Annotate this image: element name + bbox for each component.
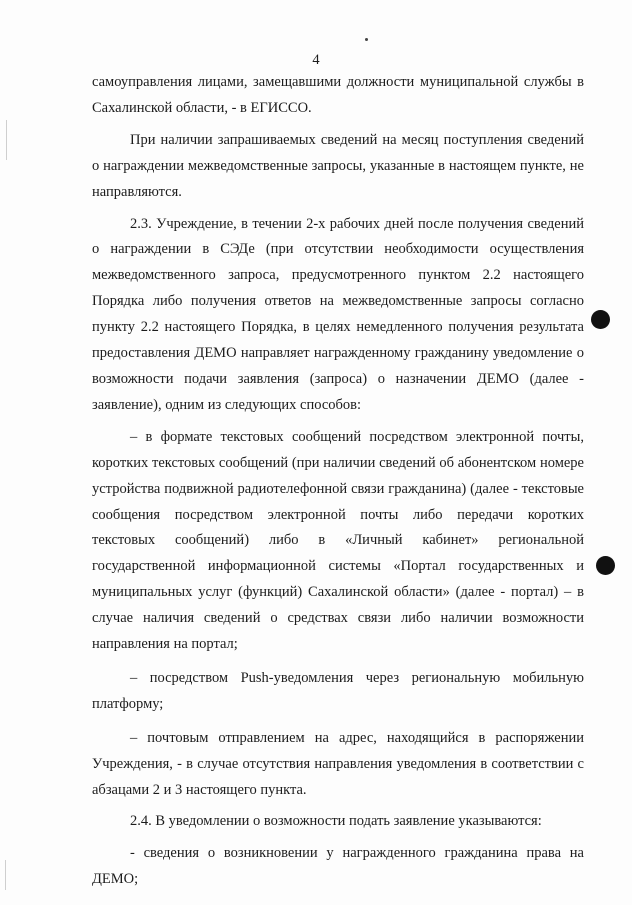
document-body — [92, 70, 584, 893]
paragraph-2-3: 2.3. Учреждение, в течении 2-х рабочих дней после получения сведений о награждении в СЭДе (при отсутствии необходимости осуществления межведомственного запроса, предусмотренного пунктом 2.2 настоящего Порядка либо получения ответов на межведомственные запросы согласно пункту 2.2 настоящего Порядка, в целях немедленного получения результата предоставления ДЕМО направляет награжденному гражданину уведомление о возможности подачи заявления (запроса) о назначении ДЕМО (далее - заявление), одним из следующих способов: — [92, 215, 584, 413]
page-number: 4 — [312, 52, 320, 68]
paragraph-2-4: 2.4. В уведомлении о возможности подать заявление указываются: — [130, 813, 542, 830]
scan-speck — [365, 38, 368, 41]
paragraph-method-email: – в формате текстовых сообщений посредством электронной почты, коротких текстовых сообщений (при наличии сведений об абонентском номере устройства подвижной радиотелефонной связи гражданина) (далее - текстовые сообщения посредством электронной почты либо передачи коротких текстовых сообщений) либо в «Личный кабинет» региональной государственной информационной системы «Портал государственных и муниципальных услуг (функций) Сахалинской области» (далее - портал) – в случае наличия сведений о средствах связи либо наличии возможности направления на портал; — [92, 428, 584, 653]
punch-hole-top — [591, 310, 610, 329]
punch-hole-bottom — [596, 556, 615, 575]
paragraph-method-post: – почтовым отправлением на адрес, находящийся в распоряжении Учреждения, - в случае отсутствия направления уведомления в соответствии с абзацами 2 и 3 настоящего пункта. — [92, 729, 584, 798]
paragraph-notice-item: - сведения о возникновении у награжденного гражданина права на ДЕМО; — [92, 845, 584, 888]
paragraph-method-push: – посредством Push-уведомления через региональную мобильную платформу; — [92, 669, 584, 712]
scan-edge-mark — [5, 860, 6, 890]
paragraph-continuation: самоуправления лицами, замещавшими должности муниципальной службы в Сахалинской области, - в ЕГИССО. — [92, 74, 584, 116]
paragraph-requests-note: При наличии запрашиваемых сведений на месяц поступления сведений о награждении межведомственные запросы, указанные в настоящем пункте, не направляются. — [92, 131, 584, 200]
scan-edge-mark — [6, 120, 7, 160]
